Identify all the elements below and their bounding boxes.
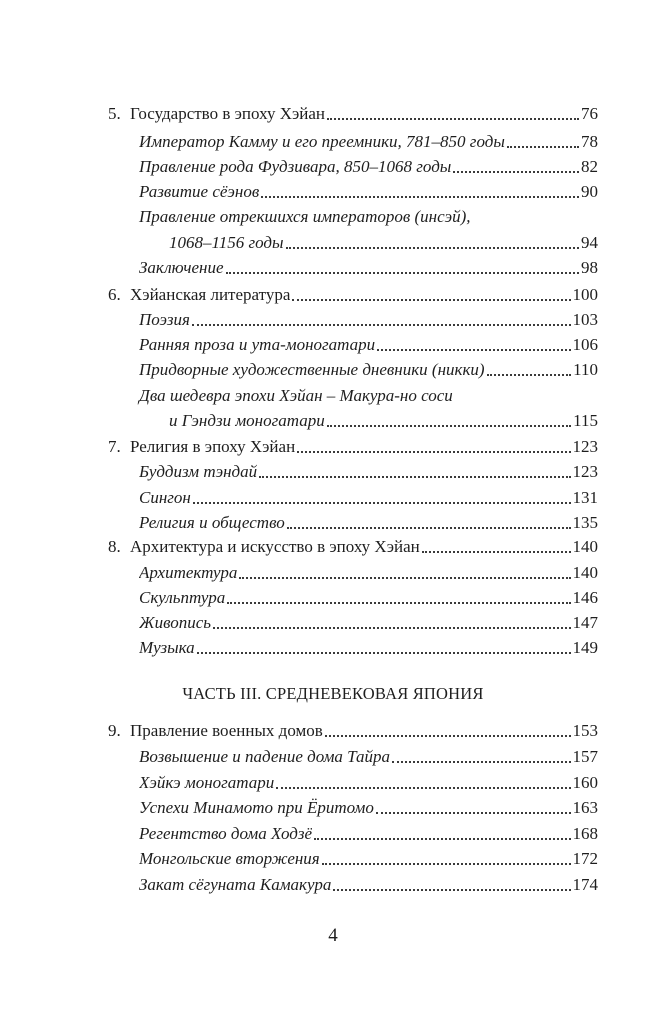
dot-leader: [327, 118, 579, 120]
dot-leader: [487, 374, 572, 376]
dot-leader: [276, 787, 570, 789]
toc-section: [108, 611, 598, 635]
page-number: 123: [572, 462, 598, 481]
section-title: Религия и общество: [139, 513, 285, 532]
toc-section: [108, 847, 598, 871]
chapter-title: Религия в эпоху Хэйан: [130, 437, 296, 456]
page-number: 106: [572, 335, 598, 354]
dot-leader: [259, 476, 570, 478]
toc-section: [108, 636, 598, 660]
page-number: 115: [573, 411, 598, 430]
toc-section: [108, 256, 598, 280]
section-title: Сингон: [139, 488, 191, 507]
dot-leader: [377, 349, 570, 351]
section-title-continuation: и Гэндзи моногатари: [169, 411, 325, 430]
section-title: Ранняя проза и ута-моногатари: [139, 335, 376, 354]
section-title: Закат сёгуната Камакура: [139, 875, 332, 894]
dot-leader: [422, 551, 571, 553]
dot-leader: [453, 171, 579, 173]
section-title: Музыка: [139, 638, 195, 657]
dot-leader: [197, 652, 571, 654]
toc-section-continued: [108, 231, 598, 255]
toc-chapter-5: [108, 102, 598, 126]
section-title: Хэйкэ моногатари: [139, 773, 275, 792]
dot-leader: [227, 602, 570, 604]
page-number: 147: [572, 613, 598, 632]
page-number: 149: [572, 638, 598, 657]
dot-leader: [213, 627, 570, 629]
section-title: Монгольские вторжения: [139, 849, 320, 868]
section-title: Возвышение и падение дома Тайра: [139, 747, 391, 766]
toc-section: [108, 745, 598, 769]
section-title: Живопись: [139, 613, 212, 632]
dot-leader: [314, 838, 570, 840]
chapter-number: 5.: [108, 104, 121, 123]
section-title: Успехи Минамото при Ёритомо: [139, 798, 374, 817]
toc-section: [108, 486, 598, 510]
section-title: Два шедевра эпохи Хэйан – Макура-но соси: [139, 386, 453, 405]
chapter-title: Государство в эпоху Хэйан: [130, 104, 326, 123]
toc-section: [108, 822, 598, 846]
dot-leader: [239, 577, 570, 579]
section-title: Придворные художественные дневники (никки): [139, 360, 485, 379]
toc-section: [108, 155, 598, 179]
toc-section: [108, 771, 598, 795]
section-title: Правление рода Фудзивара, 850–1068 годы: [139, 157, 452, 176]
page-number: 140: [572, 537, 598, 556]
page-number: 157: [572, 747, 598, 766]
chapter-number: 9.: [108, 721, 121, 740]
toc-chapter-8: [108, 535, 598, 559]
page-number: 110: [573, 360, 598, 379]
chapter-title: Правление военных домов: [130, 721, 323, 740]
toc-section: [108, 561, 598, 585]
page-number: 146: [572, 588, 598, 607]
dot-leader: [297, 451, 570, 453]
page-number: 100: [572, 285, 598, 304]
page-number: 82: [581, 157, 598, 176]
page-number: 160: [572, 773, 598, 792]
section-title-continuation: 1068–1156 годы: [169, 233, 284, 252]
dot-leader: [322, 863, 571, 865]
toc-chapter-9: [108, 719, 598, 743]
dot-leader: [507, 146, 579, 148]
section-title: Поэзия: [139, 310, 190, 329]
page-number: 174: [572, 875, 598, 894]
section-title: Регентство дома Ходзё: [139, 824, 313, 843]
dot-leader: [333, 889, 570, 891]
dot-leader: [226, 272, 579, 274]
toc-chapter-6: [108, 283, 598, 307]
section-title: Скульптура: [139, 588, 226, 607]
page-number: 131: [572, 488, 598, 507]
page-number: 172: [572, 849, 598, 868]
toc-section: [108, 796, 598, 820]
page-number: 168: [572, 824, 598, 843]
page-number: 163: [572, 798, 598, 817]
section-title: Правление отрекшихся императоров (инсэй),: [139, 207, 471, 226]
chapter-title: Архитектура и искусство в эпоху Хэйан: [130, 537, 420, 556]
page-number: 123: [572, 437, 598, 456]
toc-section: [108, 586, 598, 610]
dot-leader: [192, 324, 571, 326]
toc-section: [108, 358, 598, 382]
page-number: 94: [581, 233, 598, 252]
page-number: 76: [581, 104, 598, 123]
toc-chapter-7: [108, 435, 598, 459]
section-title: Император Камму и его преемники, 781–850 годы: [139, 132, 505, 151]
toc-section-continued: [108, 409, 598, 433]
dot-leader: [261, 196, 579, 198]
page-number: 98: [581, 258, 598, 277]
page-number: 103: [572, 310, 598, 329]
dot-leader: [327, 425, 571, 427]
toc-section: [108, 180, 598, 204]
folio-page-number: 4: [328, 925, 338, 946]
page-number: 153: [572, 721, 598, 740]
dot-leader: [286, 247, 579, 249]
page-number: 140: [572, 563, 598, 582]
toc-section: [108, 130, 598, 154]
part-heading: ЧАСТЬ III. СРЕДНЕВЕКОВАЯ ЯПОНИЯ: [182, 684, 484, 703]
page-number: 135: [572, 513, 598, 532]
chapter-number: 7.: [108, 437, 121, 456]
toc-section: [108, 308, 598, 332]
toc-section: [108, 333, 598, 357]
toc-section: [108, 873, 598, 897]
section-title: Архитектура: [139, 563, 238, 582]
section-title: Развитие сёэнов: [139, 182, 260, 201]
chapter-number: 8.: [108, 537, 121, 556]
chapter-number: 6.: [108, 285, 121, 304]
toc-section: [108, 460, 598, 484]
chapter-title: Хэйанская литература: [130, 285, 291, 304]
page-number: 90: [581, 182, 598, 201]
dot-leader: [376, 812, 571, 814]
dot-leader: [292, 299, 570, 301]
page-number: 78: [581, 132, 598, 151]
dot-leader: [193, 502, 571, 504]
dot-leader: [325, 735, 571, 737]
toc-section: [108, 511, 598, 535]
section-title: Заключение: [139, 258, 224, 277]
section-title: Буддизм тэндай: [139, 462, 258, 481]
dot-leader: [392, 761, 570, 763]
dot-leader: [287, 527, 571, 529]
